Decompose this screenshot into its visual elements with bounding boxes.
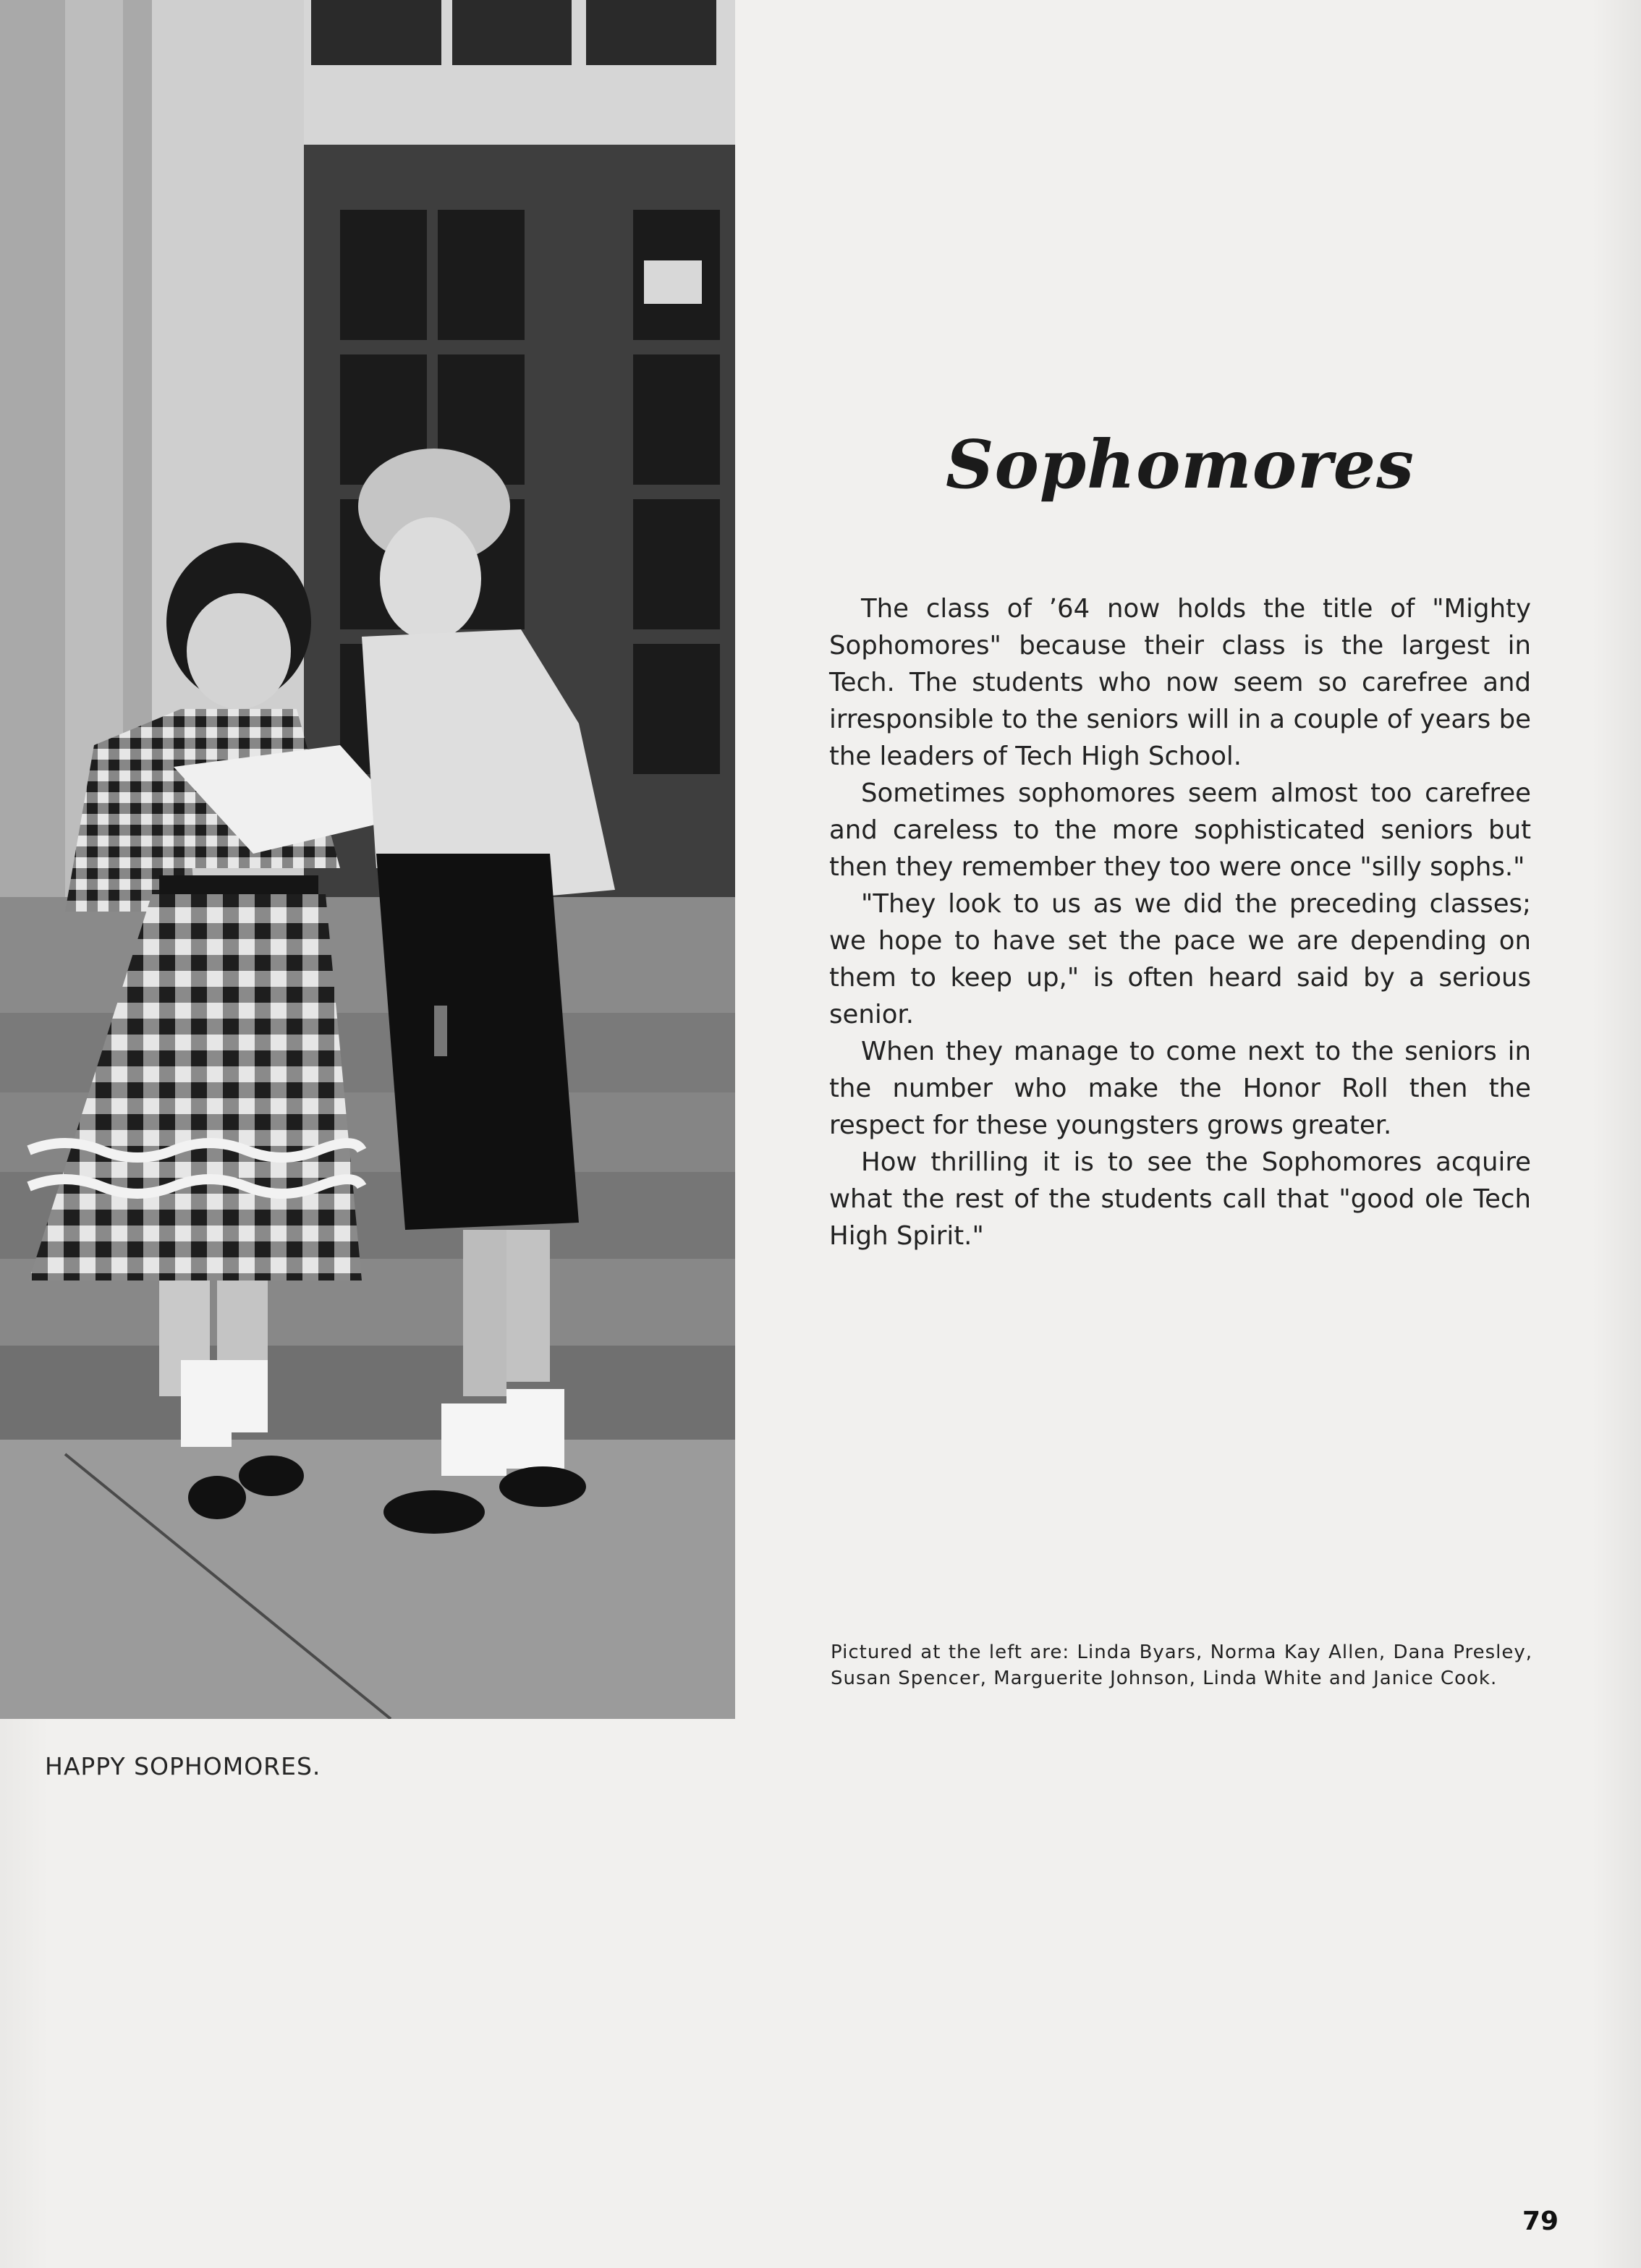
paragraph: The class of ’64 now holds the title of "Mighty Sophomores" because their class is the largest in Tech. The students who now seem so carefree and irresponsible to the seniors will in a couple of years be the leaders of Tech High School.: [829, 594, 1531, 771]
photo-credits: Pictured at the left are: Linda Byars, Norma Kay Allen, Dana Presley, Susan Spencer, Marguerite Johnson, Linda White and Janice Cook.: [831, 1641, 1532, 1689]
paragraph: Sometimes sophomores seem almost too carefree and careless to the more sophisticated seniors but then they remember they too were once "silly sophs.": [829, 778, 1531, 882]
paragraph: "They look to us as we did the preceding classes; we hope to have set the pace we are depending on them to keep up," is often heard said by a serious senior.: [829, 889, 1531, 1029]
page-number: 79: [1522, 2207, 1559, 2236]
paragraph: When they manage to come next to the seniors in the number who make the Honor Roll then the respect for these youngsters grows greater.: [829, 1037, 1531, 1140]
photo-two-sophomores: [0, 0, 735, 1719]
photo-illustration: [0, 0, 735, 1719]
page-title: Sophomores: [946, 425, 1415, 504]
article-body: [829, 590, 1531, 1254]
photo-caption: HAPPY SOPHOMORES.: [45, 1752, 321, 1780]
paragraph: How thrilling it is to see the Sophomores acquire what the rest of the students call that "good ole Tech High Spirit.": [829, 1147, 1531, 1251]
